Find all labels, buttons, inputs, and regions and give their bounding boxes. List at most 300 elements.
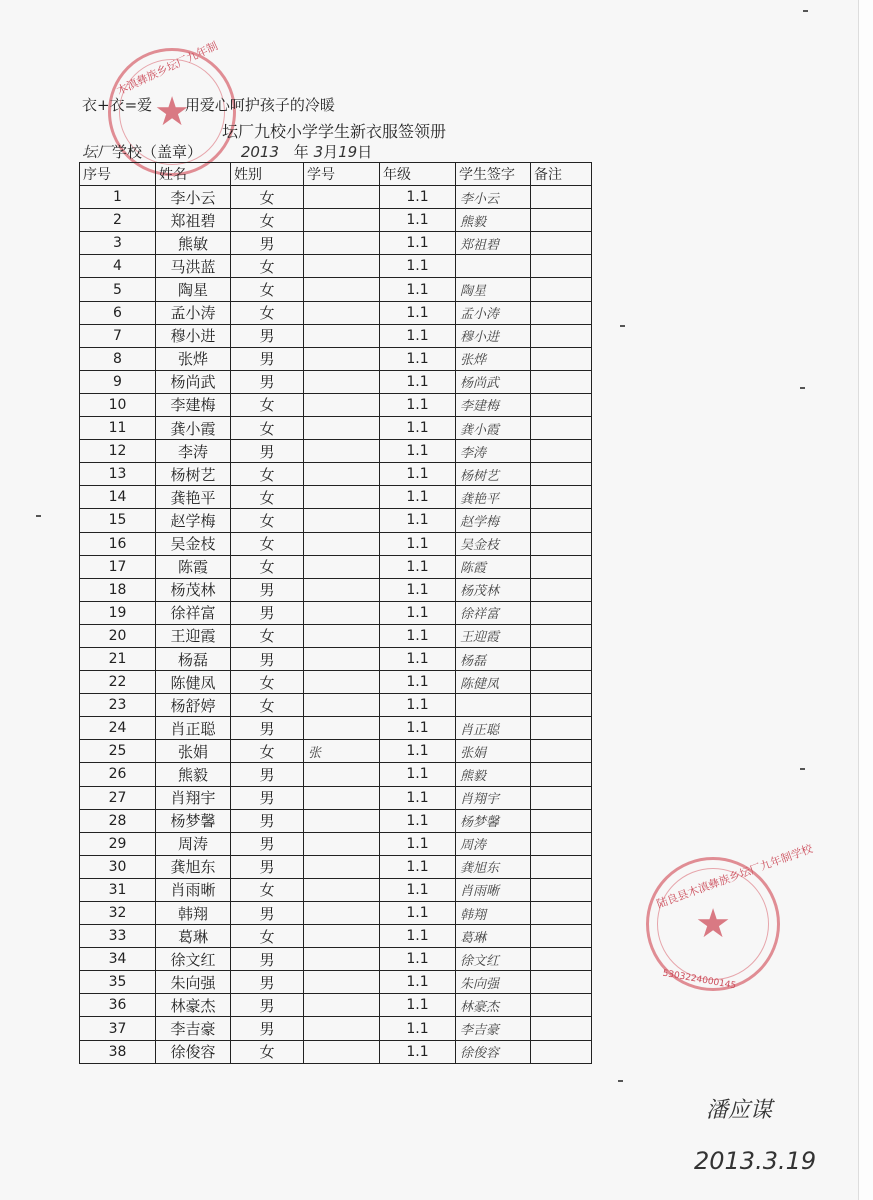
student-signature: 肖翔宇: [456, 786, 531, 809]
student-signature: [456, 694, 531, 717]
student-id: [304, 578, 380, 601]
student-name: 杨树艺: [156, 463, 231, 486]
student-grade: 1.1: [380, 948, 456, 971]
student-name: 周涛: [156, 832, 231, 855]
student-grade: 1.1: [380, 440, 456, 463]
column-header: 年级: [380, 163, 456, 186]
student-gender: 女: [231, 486, 304, 509]
row-note: [531, 393, 592, 416]
student-name: 熊敏: [156, 232, 231, 255]
row-number: 23: [80, 694, 156, 717]
column-header: 姓名: [156, 163, 231, 186]
student-signature: 杨梦馨: [456, 809, 531, 832]
signature-date: 2013.3.19: [694, 1147, 817, 1175]
row-number: 9: [80, 370, 156, 393]
student-grade: 1.1: [380, 786, 456, 809]
student-signature: 李涛: [456, 440, 531, 463]
student-grade: 1.1: [380, 855, 456, 878]
student-grade: 1.1: [380, 1017, 456, 1040]
table-row: [80, 370, 592, 393]
row-note: [531, 324, 592, 347]
student-signature: 肖雨晰: [456, 878, 531, 901]
row-note: [531, 624, 592, 647]
student-signature: 徐俊容: [456, 1040, 531, 1063]
student-grade: 1.1: [380, 347, 456, 370]
student-gender: 女: [231, 393, 304, 416]
row-note: [531, 370, 592, 393]
student-name: 李小云: [156, 186, 231, 209]
row-number: 36: [80, 994, 156, 1017]
table-row: [80, 509, 592, 532]
student-id: [304, 209, 380, 232]
student-gender: 男: [231, 971, 304, 994]
row-note: [531, 278, 592, 301]
student-name: 熊毅: [156, 763, 231, 786]
student-id: [304, 463, 380, 486]
slogan: [82, 94, 335, 115]
row-note: [531, 948, 592, 971]
student-id: [304, 370, 380, 393]
student-gender: 女: [231, 1040, 304, 1063]
table-row: [80, 740, 592, 763]
student-gender: 女: [231, 740, 304, 763]
row-note: [531, 832, 592, 855]
student-gender: 男: [231, 347, 304, 370]
student-gender: 女: [231, 417, 304, 440]
row-number: 6: [80, 301, 156, 324]
row-note: [531, 809, 592, 832]
student-name: 李建梅: [156, 393, 231, 416]
student-name: 韩翔: [156, 902, 231, 925]
student-id: [304, 948, 380, 971]
student-id: [304, 186, 380, 209]
student-name: 肖正聪: [156, 717, 231, 740]
student-signature: [456, 255, 531, 278]
student-id: [304, 440, 380, 463]
table-row: [80, 925, 592, 948]
student-grade: 1.1: [380, 624, 456, 647]
student-signature: 熊毅: [456, 763, 531, 786]
student-name: 孟小涛: [156, 301, 231, 324]
table-row: [80, 463, 592, 486]
row-note: [531, 555, 592, 578]
seal-top-text: 木滇彝族乡坛厂九年制: [114, 39, 220, 98]
student-grade: 1.1: [380, 994, 456, 1017]
student-signature: 韩翔: [456, 902, 531, 925]
student-id: [304, 1040, 380, 1063]
table-row: [80, 255, 592, 278]
student-gender: 女: [231, 671, 304, 694]
student-grade: 1.1: [380, 671, 456, 694]
student-id: [304, 1017, 380, 1040]
row-number: 34: [80, 948, 156, 971]
student-gender: 男: [231, 832, 304, 855]
row-number: 10: [80, 393, 156, 416]
student-gender: 男: [231, 902, 304, 925]
student-grade: 1.1: [380, 209, 456, 232]
student-id: [304, 324, 380, 347]
student-name: 李涛: [156, 440, 231, 463]
day-label: 日: [357, 143, 373, 161]
row-number: 15: [80, 509, 156, 532]
table-row: [80, 186, 592, 209]
student-signature: 陶星: [456, 278, 531, 301]
column-header: 学号: [304, 163, 380, 186]
school-handwritten: 坛厂: [82, 143, 113, 161]
student-name: 李吉豪: [156, 1017, 231, 1040]
student-grade: 1.1: [380, 509, 456, 532]
student-name: 杨茂林: [156, 578, 231, 601]
student-signature: 孟小涛: [456, 301, 531, 324]
student-id: [304, 601, 380, 624]
student-grade: 1.1: [380, 555, 456, 578]
row-note: [531, 925, 592, 948]
row-note: [531, 740, 592, 763]
student-id: [304, 694, 380, 717]
student-gender: 女: [231, 509, 304, 532]
row-number: 28: [80, 809, 156, 832]
student-gender: 女: [231, 532, 304, 555]
student-name: 杨舒婷: [156, 694, 231, 717]
student-gender: 男: [231, 1017, 304, 1040]
student-name: 朱向强: [156, 971, 231, 994]
scan-mark: [803, 10, 808, 12]
row-number: 2: [80, 209, 156, 232]
table-row: [80, 763, 592, 786]
student-signature: 李吉豪: [456, 1017, 531, 1040]
row-note: [531, 486, 592, 509]
student-grade: 1.1: [380, 301, 456, 324]
row-note: [531, 717, 592, 740]
row-note: [531, 417, 592, 440]
student-signature: 李建梅: [456, 393, 531, 416]
student-name: 徐文红: [156, 948, 231, 971]
student-name: 赵学梅: [156, 509, 231, 532]
student-gender: 女: [231, 255, 304, 278]
row-note: [531, 532, 592, 555]
student-id: [304, 763, 380, 786]
row-number: 5: [80, 278, 156, 301]
row-note: [531, 463, 592, 486]
row-note: [531, 971, 592, 994]
row-number: 22: [80, 671, 156, 694]
student-grade: 1.1: [380, 370, 456, 393]
row-number: 16: [80, 532, 156, 555]
student-gender: 男: [231, 647, 304, 670]
row-note: [531, 1017, 592, 1040]
row-note: [531, 647, 592, 670]
student-name: 杨梦馨: [156, 809, 231, 832]
student-grade: 1.1: [380, 878, 456, 901]
row-number: 24: [80, 717, 156, 740]
student-id: [304, 902, 380, 925]
student-name: 陈健凤: [156, 671, 231, 694]
student-grade: 1.1: [380, 186, 456, 209]
row-number: 7: [80, 324, 156, 347]
student-id: [304, 647, 380, 670]
student-gender: 女: [231, 694, 304, 717]
seal-bottom-text: 陆良县木滇彝族乡坛厂九年制学校: [654, 842, 815, 911]
row-note: [531, 209, 592, 232]
row-number: 17: [80, 555, 156, 578]
student-gender: 男: [231, 855, 304, 878]
student-signature: 郑祖碧: [456, 232, 531, 255]
table-row: [80, 624, 592, 647]
month-handwritten: 3: [313, 143, 324, 161]
table-row: [80, 324, 592, 347]
student-name: 陈霞: [156, 555, 231, 578]
row-note: [531, 578, 592, 601]
student-gender: 女: [231, 209, 304, 232]
student-id: [304, 855, 380, 878]
scan-mark: [800, 387, 805, 389]
student-gender: 男: [231, 324, 304, 347]
row-number: 29: [80, 832, 156, 855]
row-note: [531, 786, 592, 809]
student-name: 杨尚武: [156, 370, 231, 393]
row-note: [531, 878, 592, 901]
student-id: [304, 671, 380, 694]
student-gender: 女: [231, 463, 304, 486]
column-header: 序号: [80, 163, 156, 186]
student-grade: 1.1: [380, 647, 456, 670]
table-row: [80, 578, 592, 601]
student-gender: 男: [231, 370, 304, 393]
principal-signature: 潘应谋: [706, 1098, 773, 1123]
table-row: [80, 301, 592, 324]
student-id: [304, 878, 380, 901]
student-signature: 徐文红: [456, 948, 531, 971]
student-grade: 1.1: [380, 1040, 456, 1063]
row-note: [531, 994, 592, 1017]
student-gender: 男: [231, 994, 304, 1017]
table-body: [80, 186, 592, 1064]
student-gender: 女: [231, 278, 304, 301]
scan-mark: [618, 1080, 623, 1082]
student-id: [304, 417, 380, 440]
student-id: [304, 994, 380, 1017]
table-row: [80, 278, 592, 301]
student-grade: 1.1: [380, 809, 456, 832]
student-grade: 1.1: [380, 601, 456, 624]
row-note: [531, 763, 592, 786]
student-grade: 1.1: [380, 578, 456, 601]
row-note: [531, 186, 592, 209]
table-row: [80, 878, 592, 901]
student-id: [304, 255, 380, 278]
student-signature: 徐祥富: [456, 601, 531, 624]
student-id: [304, 832, 380, 855]
row-number: 12: [80, 440, 156, 463]
row-number: 35: [80, 971, 156, 994]
row-number: 25: [80, 740, 156, 763]
row-number: 31: [80, 878, 156, 901]
row-number: 1: [80, 186, 156, 209]
student-id: [304, 786, 380, 809]
school-label: 学校（盖章）: [112, 143, 203, 161]
student-id: [304, 624, 380, 647]
student-grade: 1.1: [380, 694, 456, 717]
student-name: 徐祥富: [156, 601, 231, 624]
student-gender: 女: [231, 925, 304, 948]
student-grade: 1.1: [380, 324, 456, 347]
student-signature: 杨树艺: [456, 463, 531, 486]
student-name: 林豪杰: [156, 994, 231, 1017]
student-signature: 龚艳平: [456, 486, 531, 509]
student-signature: 肖正聪: [456, 717, 531, 740]
table-row: [80, 994, 592, 1017]
table-row: [80, 232, 592, 255]
table-row: [80, 647, 592, 670]
slogan-left: 衣+衣=爱: [82, 96, 153, 114]
row-number: 14: [80, 486, 156, 509]
student-name: 穆小进: [156, 324, 231, 347]
student-signature: 龚小霞: [456, 417, 531, 440]
student-name: 葛琳: [156, 925, 231, 948]
student-name: 肖翔宇: [156, 786, 231, 809]
table-row: [80, 717, 592, 740]
row-number: 11: [80, 417, 156, 440]
student-name: 王迎霞: [156, 624, 231, 647]
year-handwritten: 2013: [240, 143, 279, 161]
student-id: [304, 278, 380, 301]
row-note: [531, 902, 592, 925]
student-grade: 1.1: [380, 763, 456, 786]
student-grade: 1.1: [380, 232, 456, 255]
student-grade: 1.1: [380, 717, 456, 740]
table-row: [80, 532, 592, 555]
page-edge: [858, 0, 873, 1200]
student-id: [304, 232, 380, 255]
table-row: [80, 948, 592, 971]
student-gender: 男: [231, 717, 304, 740]
row-note: [531, 440, 592, 463]
student-name: 龚小霞: [156, 417, 231, 440]
row-note: [531, 232, 592, 255]
student-gender: 男: [231, 578, 304, 601]
row-note: [531, 255, 592, 278]
row-note: [531, 671, 592, 694]
student-id: [304, 301, 380, 324]
row-note: [531, 694, 592, 717]
row-number: 37: [80, 1017, 156, 1040]
student-gender: 男: [231, 809, 304, 832]
student-grade: 1.1: [380, 486, 456, 509]
student-signature: 吴金枝: [456, 532, 531, 555]
month-label: 月: [323, 143, 339, 161]
student-gender: 女: [231, 301, 304, 324]
student-signature: 李小云: [456, 186, 531, 209]
table-row: [80, 209, 592, 232]
row-number: 38: [80, 1040, 156, 1063]
table-row: [80, 486, 592, 509]
student-gender: 女: [231, 624, 304, 647]
student-signature: 王迎霞: [456, 624, 531, 647]
student-signature: 穆小进: [456, 324, 531, 347]
student-signature: 杨茂林: [456, 578, 531, 601]
student-gender: 女: [231, 186, 304, 209]
student-name: 张烨: [156, 347, 231, 370]
row-number: 30: [80, 855, 156, 878]
column-header: 姓别: [231, 163, 304, 186]
student-grade: 1.1: [380, 971, 456, 994]
student-signature: 周涛: [456, 832, 531, 855]
student-id: [304, 393, 380, 416]
student-grade: 1.1: [380, 925, 456, 948]
row-note: [531, 1040, 592, 1063]
table-row: [80, 832, 592, 855]
roster-table: [79, 162, 592, 1064]
table-row: [80, 671, 592, 694]
table-row: [80, 440, 592, 463]
student-id: [304, 555, 380, 578]
student-grade: 1.1: [380, 740, 456, 763]
table-row: [80, 393, 592, 416]
student-signature: 葛琳: [456, 925, 531, 948]
table-header-row: [80, 163, 592, 186]
row-number: 27: [80, 786, 156, 809]
row-note: [531, 601, 592, 624]
student-name: 杨磊: [156, 647, 231, 670]
student-id: [304, 809, 380, 832]
table-row: [80, 1040, 592, 1063]
row-note: [531, 347, 592, 370]
table-row: [80, 855, 592, 878]
student-name: 龚旭东: [156, 855, 231, 878]
student-gender: 男: [231, 440, 304, 463]
student-grade: 1.1: [380, 902, 456, 925]
student-gender: 男: [231, 232, 304, 255]
student-name: 张娟: [156, 740, 231, 763]
student-gender: 女: [231, 878, 304, 901]
year-label: 年: [293, 143, 309, 161]
table-row: [80, 786, 592, 809]
student-name: 龚艳平: [156, 486, 231, 509]
student-signature: 陈霞: [456, 555, 531, 578]
student-id: [304, 347, 380, 370]
student-gender: 女: [231, 555, 304, 578]
student-signature: 龚旭东: [456, 855, 531, 878]
document-title: 坛厂九校小学学生新衣服签领册: [222, 122, 447, 141]
student-gender: 男: [231, 601, 304, 624]
star-icon: ★: [695, 901, 731, 947]
school-date-line: [82, 141, 502, 162]
student-signature: 杨尚武: [456, 370, 531, 393]
student-name: 肖雨晰: [156, 878, 231, 901]
student-id: [304, 486, 380, 509]
student-name: 徐俊容: [156, 1040, 231, 1063]
table-row: [80, 1017, 592, 1040]
student-id: [304, 532, 380, 555]
student-name: 吴金枝: [156, 532, 231, 555]
row-note: [531, 855, 592, 878]
row-number: 20: [80, 624, 156, 647]
student-id: [304, 509, 380, 532]
student-gender: 男: [231, 786, 304, 809]
table-row: [80, 809, 592, 832]
student-id: [304, 971, 380, 994]
scan-mark: [620, 325, 625, 327]
student-grade: 1.1: [380, 255, 456, 278]
table-row: [80, 902, 592, 925]
column-header: 学生签字: [456, 163, 531, 186]
scan-mark: [36, 515, 41, 517]
student-signature: 赵学梅: [456, 509, 531, 532]
table-row: [80, 971, 592, 994]
student-name: 郑祖碧: [156, 209, 231, 232]
table-row: [80, 555, 592, 578]
student-gender: 男: [231, 763, 304, 786]
